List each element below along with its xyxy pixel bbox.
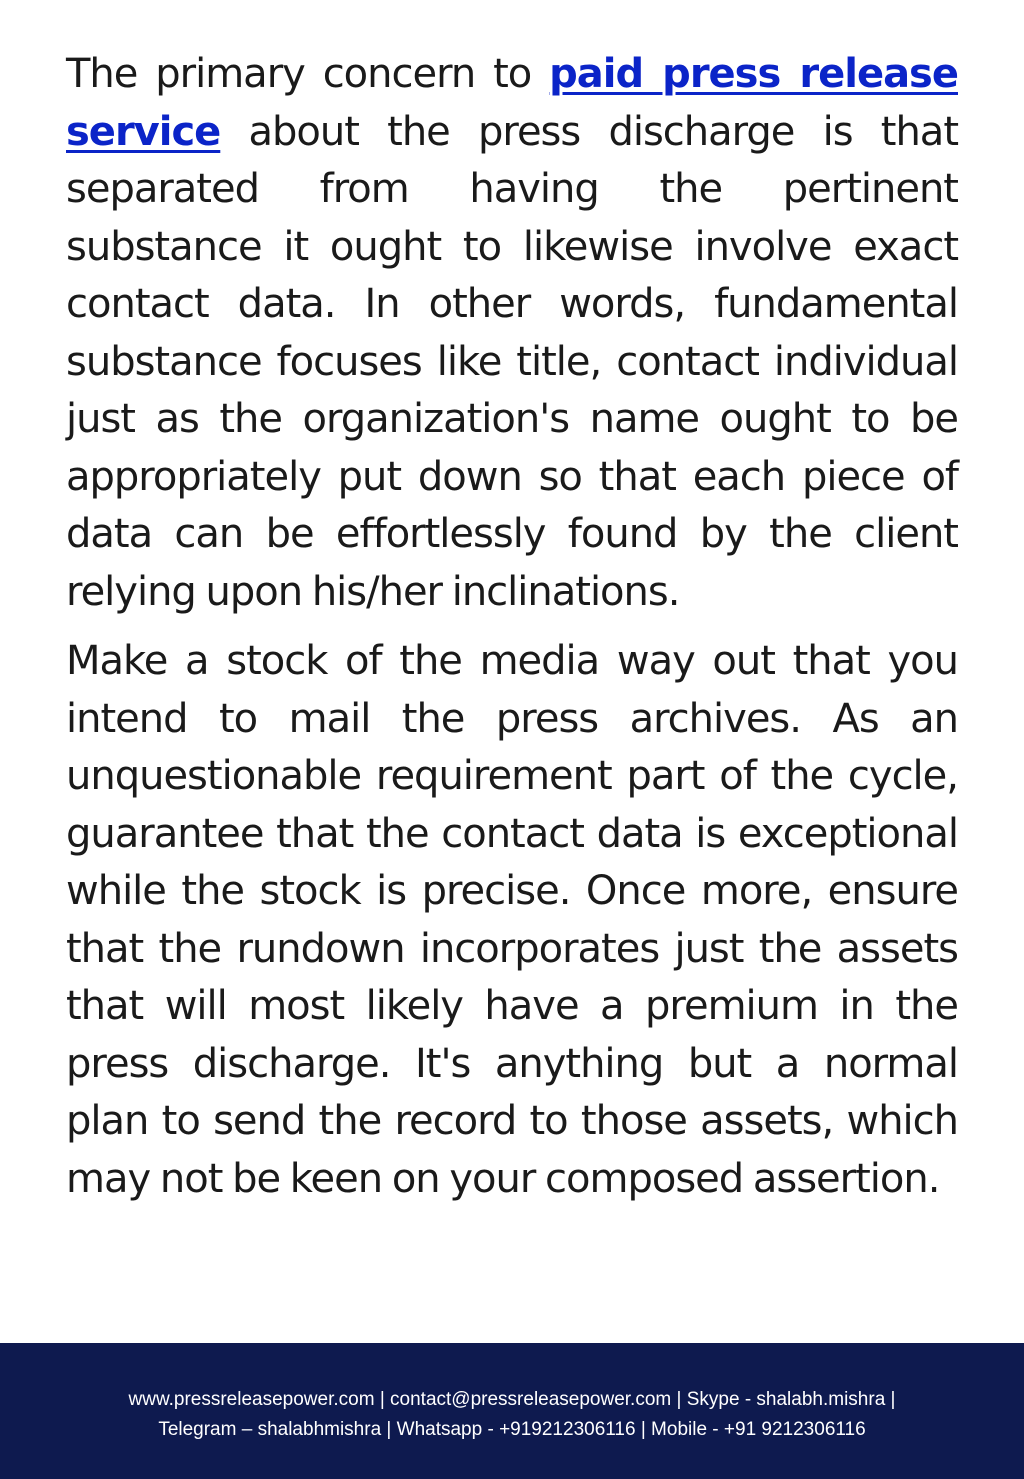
paid-press-release-service-link[interactable]: paid press release service	[66, 51, 958, 155]
article-body	[66, 46, 958, 1208]
paragraph-1	[66, 46, 958, 621]
paragraph-1-text: about the press discharge is that separated from having the pertinent substance it ought to likewise involve exact contact data. In other words, fundamental substance focuses like title, contact individual just as the organization's name ought to be appropriately put down so that each piece of data can be effortlessly found by the client relying upon his/her inclinations.	[66, 108, 958, 615]
footer-line-2: Telegram – shalabhmishra | Whatsapp - +919212306116 | Mobile - +91 9212306116	[158, 1419, 866, 1440]
contact-footer	[0, 1343, 1024, 1479]
footer-contact-info	[40, 1385, 984, 1445]
footer-line-1: www.pressreleasepower.com | contact@pressreleasepower.com | Skype - shalabh.mishra |	[128, 1389, 896, 1410]
paragraph-2: Make a stock of the media way out that you intend to mail the press archives. As an unquestionable requirement part of the cycle, guarantee that the contact data is exceptional while the stock is precise. Once more, ensure that the rundown incorporates just the assets that will most likely have a premium in the press discharge. It's anything but a normal plan to send the record to those assets, which may not be keen on your composed assertion.	[66, 638, 958, 1202]
paragraph-1-intro: The primary concern to	[66, 51, 550, 97]
